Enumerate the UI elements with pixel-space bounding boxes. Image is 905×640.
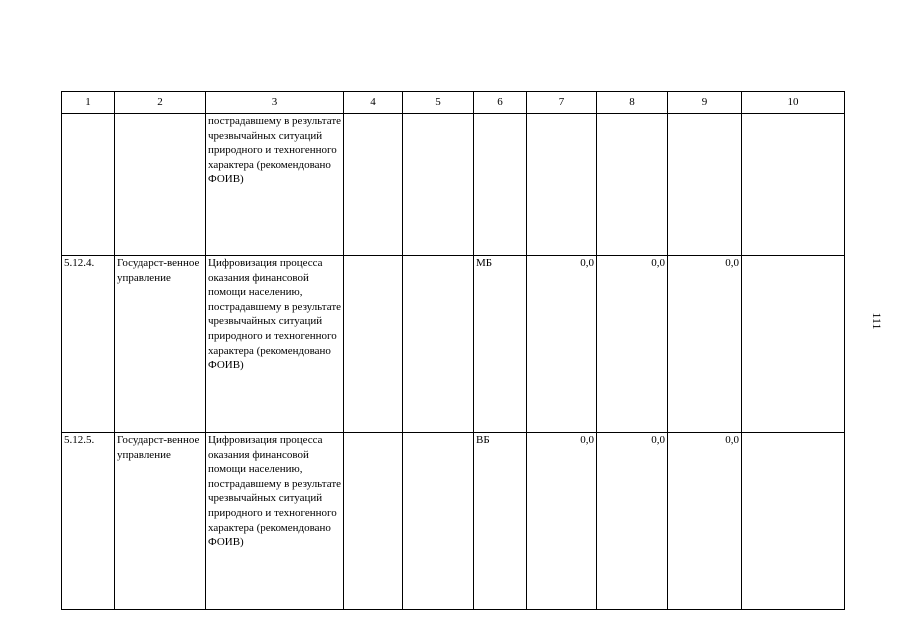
column-header-3: 3 [206,92,344,114]
row-value-7 [527,114,597,256]
row-value-8: 0,0 [597,256,668,433]
table-row [62,114,845,256]
table-row [62,433,845,610]
header-row [62,92,845,114]
row-col4 [344,114,403,256]
row-description: пострадавшему в результате чрезвычайных ситуаций природного и техногенного характера (рекомендовано ФОИВ) [206,114,344,256]
row-value-8: 0,0 [597,433,668,610]
column-header-8: 8 [597,92,668,114]
table-row [62,256,845,433]
row-source: МБ [474,256,527,433]
row-code: 5.12.5. [62,433,115,610]
row-source [474,114,527,256]
row-description: Цифровизация процесса оказания финансовой помощи населению, пострадавшему в результате чрезвычайных ситуаций природного и техногенного характера (рекомендовано ФОИВ) [206,256,344,433]
row-source: ВБ [474,433,527,610]
column-header-10: 10 [742,92,845,114]
budget-table [61,91,845,610]
row-value-9: 0,0 [668,256,742,433]
row-sphere: Государст-венное управление [115,433,206,610]
page-number: 111 [870,312,884,330]
row-code: 5.12.4. [62,256,115,433]
row-col10 [742,114,845,256]
row-value-9: 0,0 [668,433,742,610]
row-col5 [403,433,474,610]
row-col4 [344,433,403,610]
column-header-5: 5 [403,92,474,114]
column-header-7: 7 [527,92,597,114]
row-col4 [344,256,403,433]
row-sphere: Государст-венное управление [115,256,206,433]
column-header-1: 1 [62,92,115,114]
row-description: Цифровизация процесса оказания финансовой помощи населению, пострадавшему в результате чрезвычайных ситуаций природного и техногенного характера (рекомендовано ФОИВ) [206,433,344,610]
row-sphere [115,114,206,256]
column-header-4: 4 [344,92,403,114]
row-value-7: 0,0 [527,256,597,433]
row-col5 [403,114,474,256]
row-col5 [403,256,474,433]
row-code [62,114,115,256]
column-header-6: 6 [474,92,527,114]
column-header-9: 9 [668,92,742,114]
row-value-8 [597,114,668,256]
column-header-2: 2 [115,92,206,114]
row-col10 [742,433,845,610]
row-value-7: 0,0 [527,433,597,610]
row-value-9 [668,114,742,256]
row-col10 [742,256,845,433]
